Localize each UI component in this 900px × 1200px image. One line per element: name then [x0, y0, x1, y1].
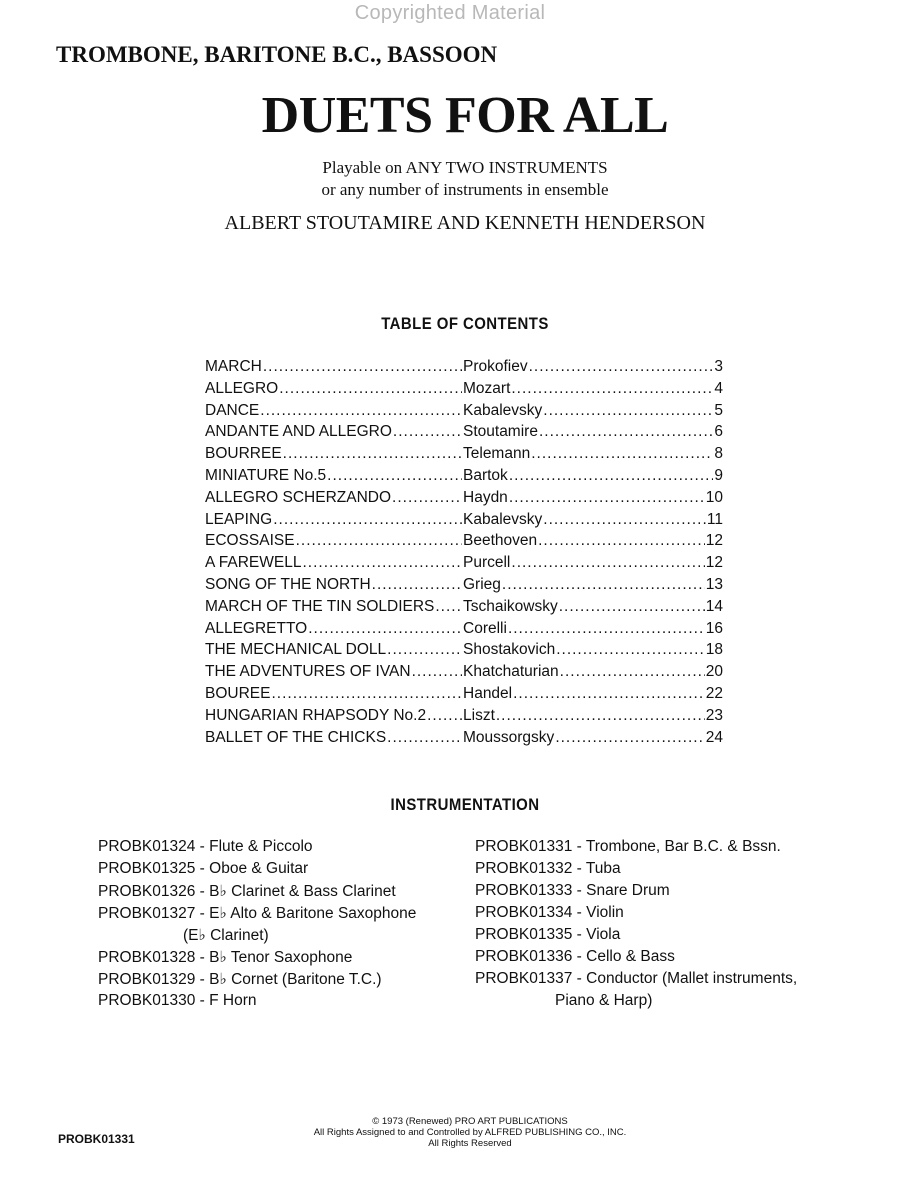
dot-leader — [556, 641, 705, 659]
dot-leader — [435, 598, 462, 616]
toc-entry-page: 13 — [705, 575, 723, 593]
instrumentation-item: PROBK01332 - Tuba — [475, 860, 621, 877]
dot-leader — [372, 576, 462, 594]
toc-entry-page: 23 — [705, 706, 723, 724]
dot-leader — [412, 663, 462, 681]
toc-entry — [205, 707, 723, 729]
toc-entry-title: BOUREE — [205, 684, 271, 702]
toc-entry-page: 10 — [705, 488, 723, 506]
instrumentation-item: PROBK01336 - Cello & Bass — [475, 948, 675, 965]
dot-leader — [263, 358, 462, 376]
toc-entry-composer: Corelli — [463, 619, 507, 637]
dot-leader — [260, 402, 462, 420]
authors: ALBERT STOUTAMIRE AND KENNETH HENDERSON — [224, 212, 706, 234]
instrumentation-item: PROBK01325 - Oboe & Guitar — [98, 860, 309, 877]
toc-entry — [205, 445, 723, 467]
toc-entry — [205, 402, 723, 424]
toc-entry-page: 5 — [714, 401, 723, 419]
toc-entry-composer: Prokofiev — [463, 358, 528, 375]
toc-entry-title: LEAPING — [205, 510, 273, 528]
toc-entry-composer: Beethoven — [463, 532, 538, 550]
toc-entry — [205, 576, 723, 598]
toc-entry — [205, 467, 723, 489]
toc-entry-page: 12 — [705, 554, 723, 572]
toc-entry-title: ECOSSAISE — [205, 532, 295, 550]
toc-entry-page: 9 — [714, 466, 723, 484]
instrumentation-item: PROBK01335 - Viola — [475, 926, 621, 943]
toc-entry-page: 24 — [705, 728, 723, 746]
table-of-contents — [205, 358, 723, 750]
instrumentation-item: PROBK01330 - F Horn — [98, 992, 257, 1009]
dot-leader — [511, 380, 713, 398]
dot-leader — [538, 532, 705, 550]
instrumentation-item: PROBK01326 - B♭ Clarinet & Bass Clarinet — [98, 883, 396, 900]
instrumentation-heading: INSTRUMENTATION — [390, 795, 540, 814]
toc-entry-composer: Haydn — [463, 488, 508, 506]
toc-entry-composer: Liszt — [463, 706, 495, 724]
instrumentation-item: PROBK01337 - Conductor (Mallet instruments, — [475, 970, 798, 987]
toc-entry-page: 22 — [705, 684, 723, 702]
toc-entry-page: 11 — [706, 510, 723, 528]
toc-entry-composer: Stoutamire — [463, 423, 538, 441]
toc-entry-title: ALLEGRO — [205, 379, 279, 397]
dot-leader — [273, 511, 462, 529]
dot-leader — [555, 729, 704, 747]
toc-entry-composer: Shostakovich — [463, 641, 556, 659]
toc-entry — [205, 554, 723, 576]
dot-leader — [529, 358, 714, 376]
toc-entry-composer: Moussorgsky — [463, 728, 555, 746]
instrumentation-item: PROBK01327 - E♭ Alto & Baritone Saxophone — [98, 905, 417, 922]
toc-entry-page: 18 — [705, 641, 723, 659]
dot-leader — [508, 620, 705, 638]
book-title: DUETS FOR ALL — [261, 87, 669, 144]
toc-entry-title: MARCH — [205, 358, 262, 375]
dot-leader — [511, 554, 704, 572]
instrumentation-item: Piano & Harp) — [555, 992, 653, 1009]
toc-entry-page: 16 — [705, 619, 723, 637]
catalog-code: PROBK01331 — [58, 1132, 135, 1146]
toc-entry-page: 12 — [705, 532, 723, 550]
dot-leader — [543, 402, 713, 420]
dot-leader — [279, 380, 462, 398]
toc-entry-page: 20 — [705, 663, 723, 681]
dot-leader — [302, 554, 462, 572]
toc-entry-title: A FAREWELL — [205, 554, 302, 572]
toc-entry-composer: Khatchaturian — [463, 663, 559, 681]
copyright-line: © 1973 (Renewed) PRO ART PUBLICATIONS — [372, 1116, 568, 1127]
toc-entry — [205, 511, 723, 533]
toc-entry-title: ANDANTE AND ALLEGRO — [205, 423, 392, 441]
toc-entry-title: DANCE — [205, 401, 260, 419]
instrument-header: TROMBONE, BARITONE B.C., BASSOON — [56, 42, 498, 67]
subtitle-line-2: or any number of instruments in ensemble — [321, 180, 609, 199]
toc-entry — [205, 641, 723, 663]
toc-entry — [205, 358, 723, 380]
dot-leader — [387, 729, 462, 747]
toc-entry-title: ALLEGRETTO — [205, 619, 308, 637]
toc-entry-composer: Mozart — [463, 379, 511, 397]
toc-entry-title: BALLET OF THE CHICKS — [205, 728, 387, 746]
toc-entry-title: ALLEGRO SCHERZANDO — [205, 488, 392, 506]
dot-leader — [387, 641, 462, 659]
dot-leader — [509, 467, 714, 485]
toc-entry — [205, 729, 723, 751]
toc-entry-title: SONG OF THE NORTH — [205, 575, 371, 593]
toc-entry — [205, 620, 723, 642]
toc-entry — [205, 598, 723, 620]
dot-leader — [543, 511, 706, 529]
toc-entry-title: HUNGARIAN RHAPSODY No.2 — [205, 706, 427, 724]
toc-entry-composer: Handel — [463, 684, 513, 702]
toc-entry-title: BOURREE — [205, 445, 282, 463]
instrumentation-item: PROBK01333 - Snare Drum — [475, 882, 670, 899]
toc-entry — [205, 423, 723, 445]
dot-leader — [509, 489, 705, 507]
toc-entry-title: MINIATURE No.5 — [205, 466, 327, 484]
toc-heading: TABLE OF CONTENTS — [381, 314, 549, 333]
toc-entry-composer: Purcell — [463, 554, 511, 572]
instrumentation-item: PROBK01334 - Violin — [475, 904, 624, 921]
dot-leader — [559, 598, 705, 616]
instrumentation-item: PROBK01329 - B♭ Cornet (Baritone T.C.) — [98, 971, 382, 988]
instrumentation-item: PROBK01331 - Trombone, Bar B.C. & Bssn. — [475, 838, 781, 855]
instrumentation-item: PROBK01324 - Flute & Piccolo — [98, 838, 313, 855]
toc-entry-composer: Kabalevsky — [463, 510, 543, 528]
dot-leader — [502, 576, 705, 594]
dot-leader — [392, 489, 462, 507]
toc-entry-page: 8 — [714, 445, 723, 463]
toc-entry-title: MARCH OF THE TIN SOLDIERS — [205, 597, 435, 615]
dot-leader — [271, 685, 462, 703]
instrumentation-item: (E♭ Clarinet) — [183, 927, 269, 944]
toc-entry-page: 3 — [714, 358, 723, 375]
copyright-line: All Rights Reserved — [428, 1138, 512, 1149]
toc-entry-page: 14 — [705, 597, 723, 615]
dot-leader — [283, 445, 462, 463]
dot-leader — [496, 707, 705, 725]
copyright-notice — [0, 1116, 900, 1149]
instrumentation-right-column — [475, 838, 875, 1014]
dot-leader — [393, 423, 462, 441]
dot-leader — [327, 467, 462, 485]
instrumentation-item: PROBK01328 - B♭ Tenor Saxophone — [98, 949, 353, 966]
dot-leader — [296, 532, 462, 550]
dot-leader — [539, 423, 713, 441]
toc-entry — [205, 685, 723, 707]
copyright-watermark: Copyrighted Material — [354, 2, 546, 24]
toc-entry-composer: Telemann — [463, 445, 531, 463]
dot-leader — [308, 620, 462, 638]
toc-entry-page: 6 — [714, 423, 723, 441]
toc-entry — [205, 663, 723, 685]
dot-leader — [427, 707, 462, 725]
toc-entry-title: THE MECHANICAL DOLL — [205, 641, 387, 659]
toc-entry — [205, 380, 723, 402]
subtitle-line-1: Playable on ANY TWO INSTRUMENTS — [322, 158, 608, 177]
toc-entry — [205, 532, 723, 554]
toc-entry-title: THE ADVENTURES OF IVAN — [205, 663, 411, 681]
toc-entry-composer: Tschaikowsky — [463, 597, 558, 615]
toc-entry-composer: Bartok — [463, 466, 508, 484]
copyright-line: All Rights Assigned to and Controlled by ALFRED PUBLISHING CO., INC. — [313, 1127, 627, 1138]
toc-entry-composer: Kabalevsky — [463, 401, 543, 419]
dot-leader — [513, 685, 705, 703]
toc-entry — [205, 489, 723, 511]
dot-leader — [531, 445, 713, 463]
toc-entry-page: 4 — [714, 379, 723, 397]
dot-leader — [560, 663, 705, 681]
instrumentation-left-column — [98, 838, 468, 1014]
toc-entry-composer: Grieg — [463, 575, 501, 593]
